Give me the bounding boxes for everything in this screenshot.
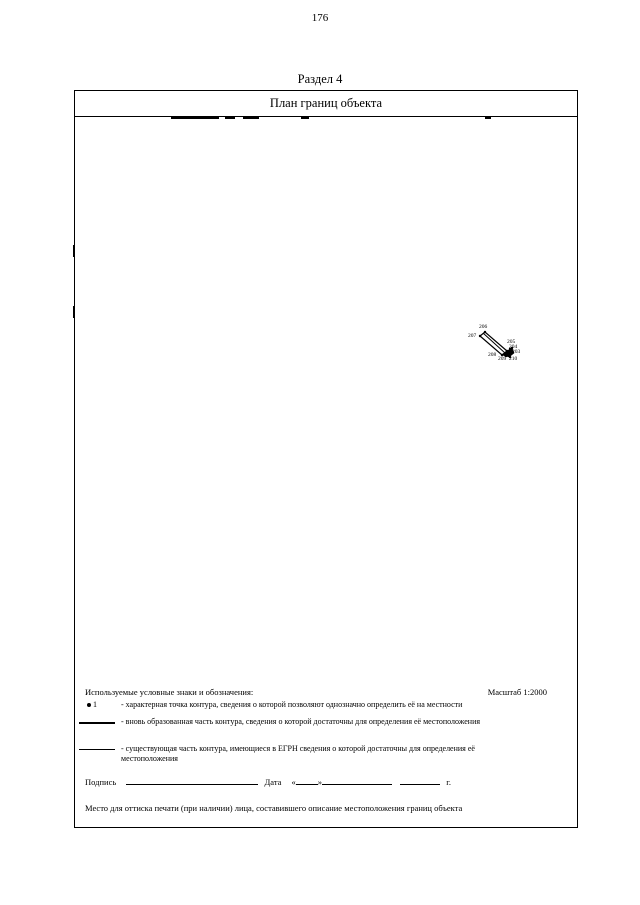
point-symbol-label: 1 [93, 700, 97, 709]
new-part-line-symbol [79, 717, 119, 727]
signature-field[interactable] [126, 775, 258, 785]
legend-existing-part-row [79, 744, 559, 764]
section-title: Раздел 4 [297, 72, 343, 86]
date-label: Дата [264, 777, 282, 787]
open-quote: « [291, 777, 296, 787]
stamp-place-text: Место для оттиска печати (при наличии) лица, составившего описание местоположения границ объекта [85, 803, 463, 813]
point-label: 207 [468, 333, 477, 339]
point-symbol [79, 700, 119, 710]
thick-line-icon [79, 722, 115, 724]
page-number: 176 [311, 12, 329, 24]
close-quote: » [317, 777, 323, 787]
existing-part-line-symbol [79, 744, 119, 754]
point-label: 208 [488, 352, 497, 358]
signature-row [85, 775, 451, 787]
legend-new-part-text: - вновь образованная часть контура, сведения о которой достаточны для определения её местоположения [121, 717, 481, 726]
thin-line-icon [79, 749, 115, 750]
legend-point-text: - характерная точка контура, сведения о которой позволяют однозначно определить её на местности [121, 700, 463, 709]
point-label: 203 [512, 349, 521, 355]
legend-existing-part-text: - существующая часть контура, имеющиеся в ЕГРН сведения о которой достаточны для определения её местоположения [121, 744, 475, 763]
plan-title: План границ объекта [75, 91, 577, 117]
date-day-field[interactable] [296, 775, 318, 785]
point-label: 204 [509, 344, 518, 350]
legend-point-row [79, 700, 559, 710]
parcel-plan [75, 117, 577, 677]
point-label: 209 [498, 356, 507, 362]
plan-frame [74, 90, 578, 828]
point-label: 205 [507, 339, 516, 345]
point-label: 210 [509, 356, 518, 362]
date-year-field[interactable] [400, 775, 440, 785]
legend-title: Используемые условные знаки и обозначения: [85, 687, 254, 697]
point-label: 206 [479, 324, 488, 330]
legend-new-part-row [79, 717, 559, 737]
scale-label: Масштаб 1:2000 [487, 687, 547, 697]
signature-label: Подпись [85, 777, 117, 787]
point-dot-icon [87, 703, 91, 707]
year-suffix: г. [446, 777, 451, 787]
date-month-field[interactable] [322, 775, 392, 785]
